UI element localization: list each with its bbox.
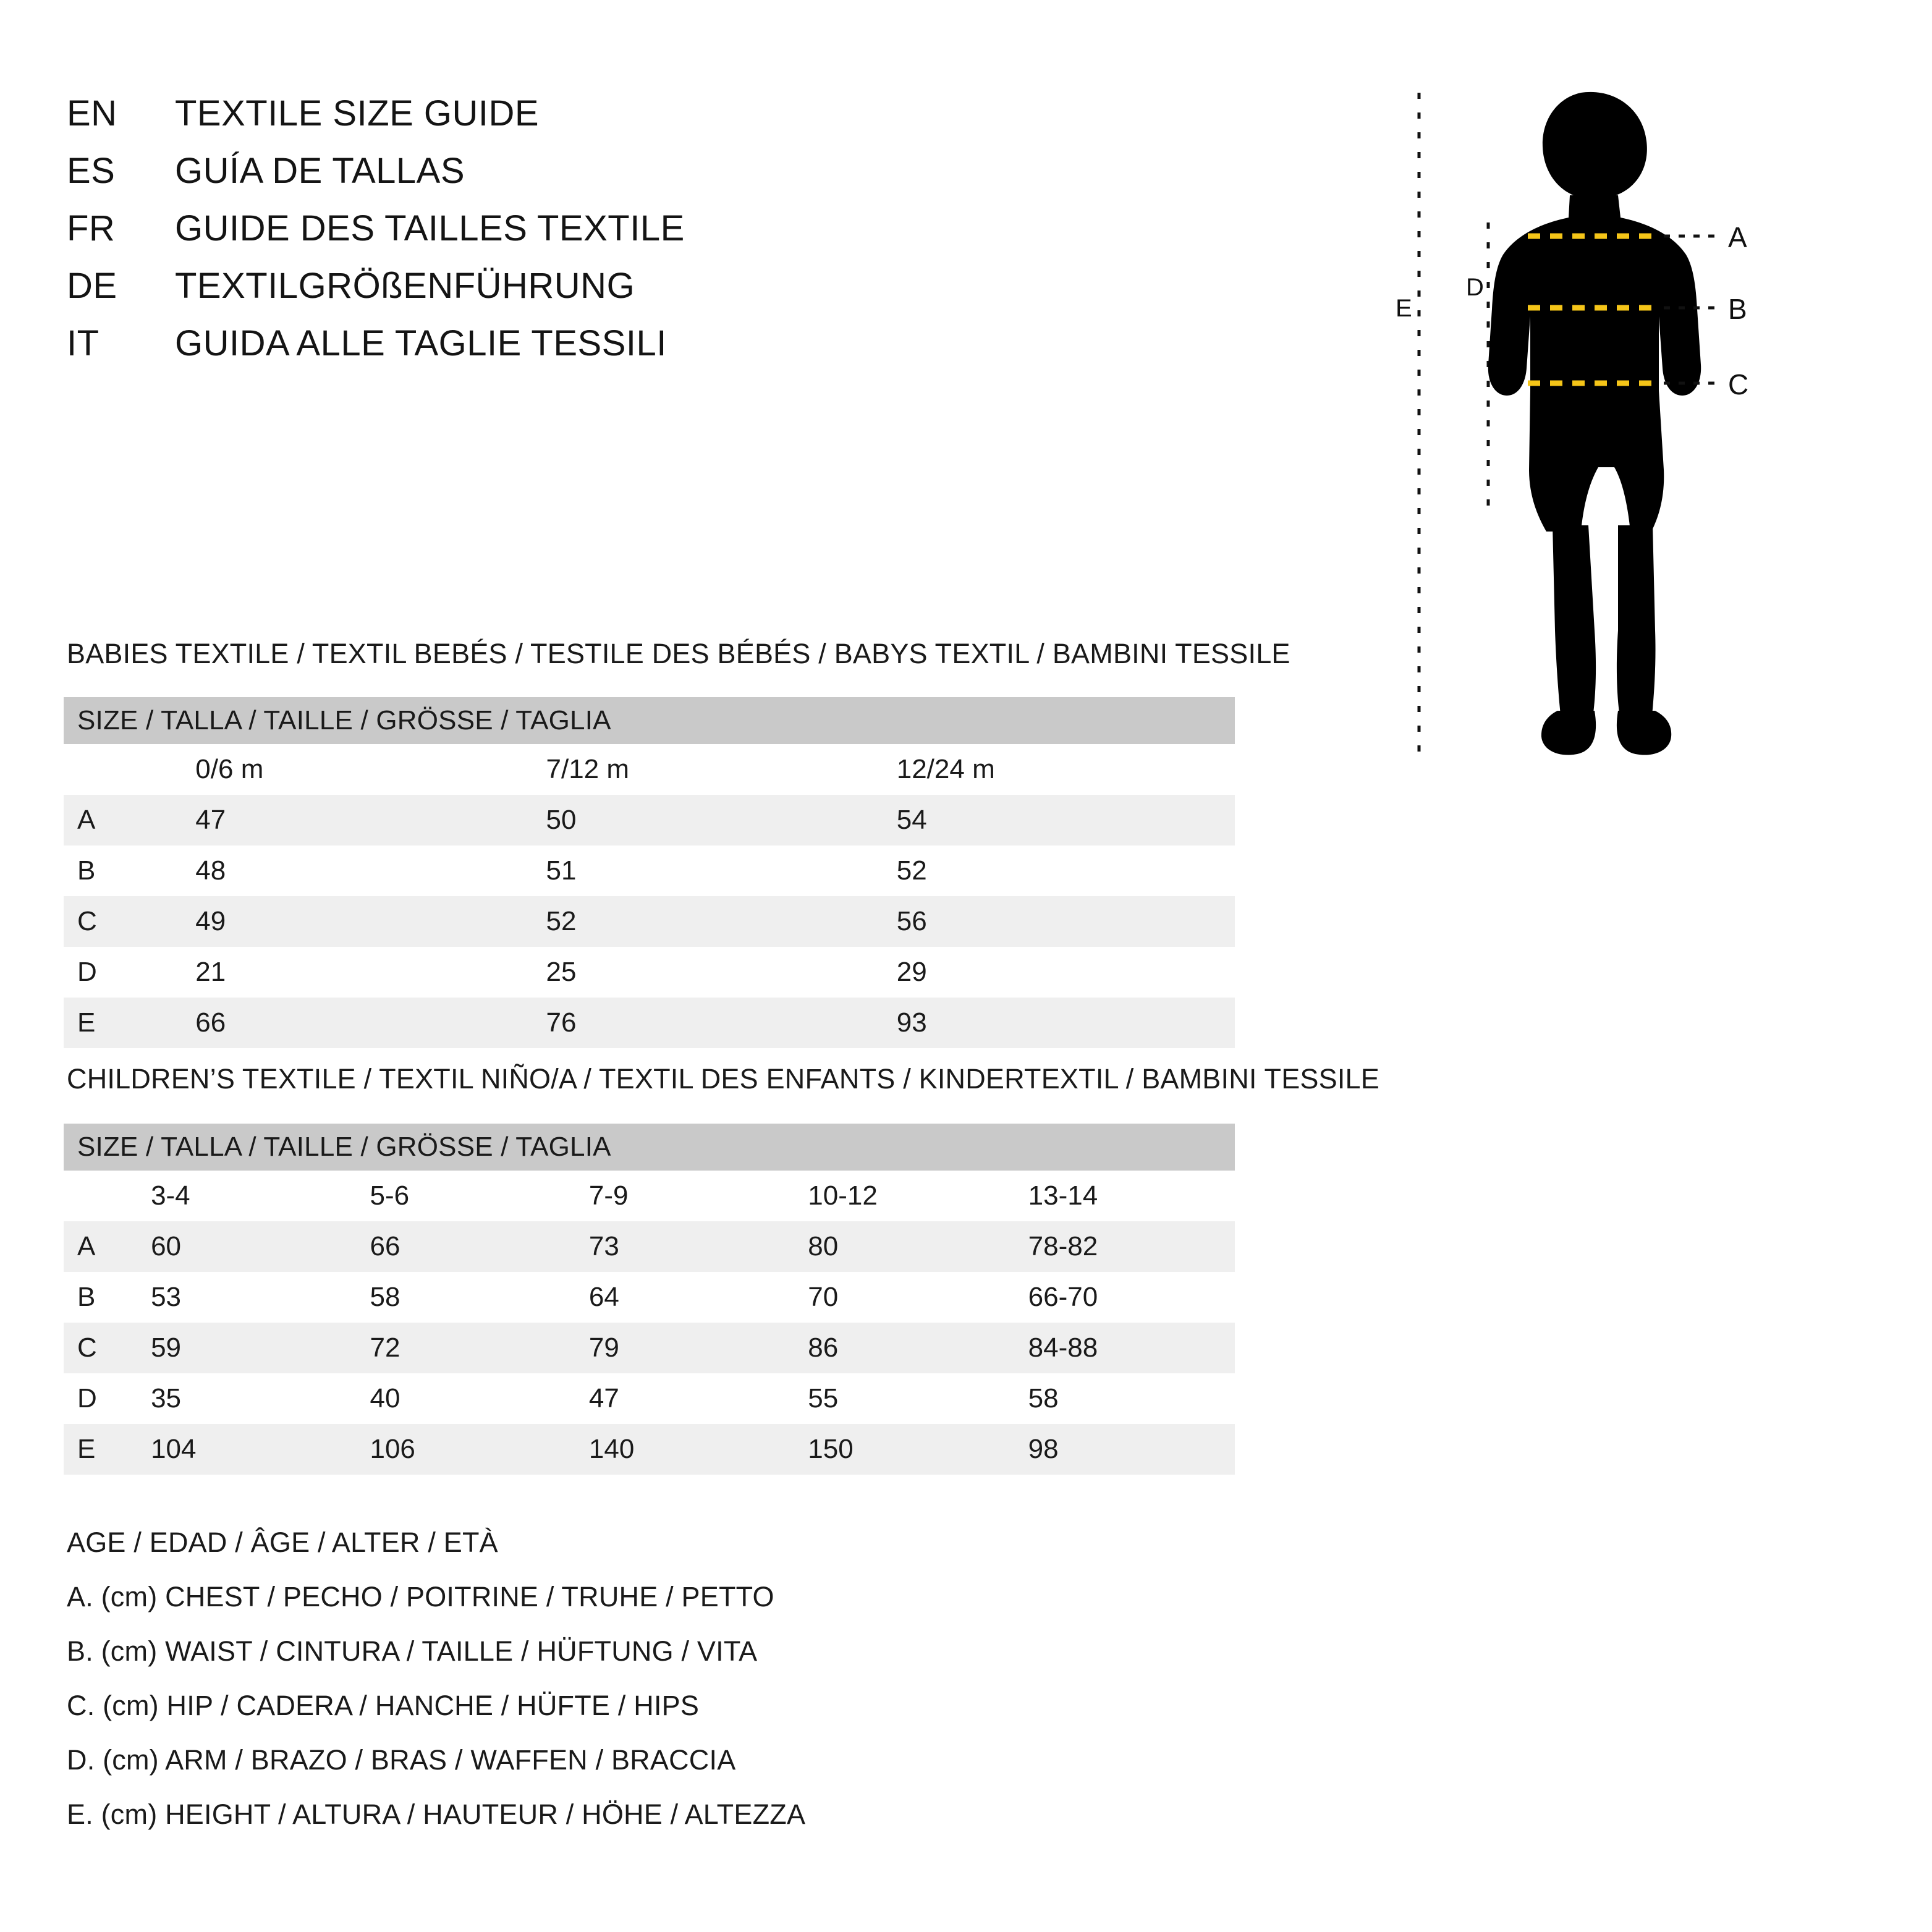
- column-header: 7/12 m: [534, 744, 884, 795]
- row-label: A: [64, 1221, 138, 1272]
- row-label: E: [64, 1424, 138, 1475]
- language-title: GUIDA ALLE TAGLIE TESSILI: [175, 323, 667, 363]
- table-row: [64, 998, 1235, 1048]
- language-title: GUIDE DES TAILLES TEXTILE: [175, 208, 685, 248]
- cell-value: 52: [534, 896, 884, 947]
- cell-value: 86: [795, 1323, 1015, 1373]
- children-size-table: [64, 1124, 1235, 1475]
- cell-value: 40: [357, 1373, 576, 1424]
- cell-value: 53: [138, 1272, 357, 1323]
- legend-line: A. (cm) CHEST / PECHO / POITRINE / TRUHE / PETTO: [67, 1581, 774, 1612]
- cell-value: 106: [357, 1424, 576, 1475]
- language-code: DE: [67, 266, 117, 306]
- row-label: B: [64, 845, 183, 896]
- row-label: B: [64, 1272, 138, 1323]
- cell-value: 98: [1016, 1424, 1235, 1475]
- row-label: C: [64, 896, 183, 947]
- column-header: 7-9: [577, 1171, 795, 1221]
- cell-value: 93: [884, 998, 1235, 1048]
- table-column-header-row: [64, 744, 1235, 795]
- table-row: [64, 795, 1235, 845]
- column-header: 10-12: [795, 1171, 1015, 1221]
- cell-value: 52: [884, 845, 1235, 896]
- cell-value: 66-70: [1016, 1272, 1235, 1323]
- language-code: IT: [67, 323, 100, 363]
- cell-value: 66: [183, 998, 533, 1048]
- babies-size-table: [64, 697, 1235, 1048]
- cell-value: 51: [534, 845, 884, 896]
- body-measurement-figure: [1384, 74, 1866, 779]
- language-code: FR: [67, 208, 116, 248]
- column-header: 3-4: [138, 1171, 357, 1221]
- row-label: C: [64, 1323, 138, 1373]
- row-label: D: [64, 1373, 138, 1424]
- cell-value: 70: [795, 1272, 1015, 1323]
- cell-value: 72: [357, 1323, 576, 1373]
- legend-line: E. (cm) HEIGHT / ALTURA / HAUTEUR / HÖHE / ALTEZZA: [67, 1799, 806, 1830]
- babies-section-title: BABIES TEXTILE / TEXTIL BEBÉS / TESTILE DES BÉBÉS / BABYS TEXTIL / BAMBINI TESSILE: [67, 638, 1290, 669]
- cell-value: 47: [577, 1373, 795, 1424]
- table-column-header-row: [64, 1171, 1235, 1221]
- column-header: 13-14: [1016, 1171, 1235, 1221]
- child-silhouette-svg: [1384, 74, 1866, 779]
- column-header: 12/24 m: [884, 744, 1235, 795]
- row-label: D: [64, 947, 183, 998]
- table-row: [64, 1221, 1235, 1272]
- legend-line: AGE / EDAD / ÂGE / ALTER / ETÀ: [67, 1527, 498, 1558]
- marker-label-d: D: [1466, 274, 1484, 301]
- cell-value: 59: [138, 1323, 357, 1373]
- table-row: [64, 1323, 1235, 1373]
- silhouette-body: [1488, 92, 1701, 755]
- cell-value: 29: [884, 947, 1235, 998]
- table-header-row: [64, 1124, 1235, 1171]
- language-title: TEXTILE SIZE GUIDE: [175, 93, 540, 133]
- cell-value: 78-82: [1016, 1221, 1235, 1272]
- cell-value: 66: [357, 1221, 576, 1272]
- cell-value: 64: [577, 1272, 795, 1323]
- measurement-legend: [67, 1527, 1179, 1853]
- language-code: EN: [67, 93, 117, 133]
- children-table-header: SIZE / TALLA / TAILLE / GRÖSSE / TAGLIA: [64, 1124, 1235, 1171]
- cell-value: 76: [534, 998, 884, 1048]
- table-row: [64, 1373, 1235, 1424]
- cell-value: 50: [534, 795, 884, 845]
- cell-value: 47: [183, 795, 533, 845]
- corner-cell: [64, 1171, 138, 1221]
- marker-label-b: B: [1728, 293, 1747, 325]
- column-header: 0/6 m: [183, 744, 533, 795]
- table-row: [64, 947, 1235, 998]
- legend-line: D. (cm) ARM / BRAZO / BRAS / WAFFEN / BRACCIA: [67, 1744, 736, 1776]
- cell-value: 35: [138, 1373, 357, 1424]
- cell-value: 48: [183, 845, 533, 896]
- table-row: [64, 896, 1235, 947]
- cell-value: 84-88: [1016, 1323, 1235, 1373]
- language-row: [67, 150, 932, 192]
- marker-label-c: C: [1728, 368, 1749, 400]
- cell-value: 80: [795, 1221, 1015, 1272]
- corner-cell: [64, 744, 183, 795]
- language-title: GUÍA DE TALLAS: [175, 151, 465, 191]
- children-section-title: CHILDREN’S TEXTILE / TEXTIL NIÑO/A / TEXTIL DES ENFANTS / KINDERTEXTIL / BAMBINI TESSILE: [67, 1063, 1379, 1095]
- cell-value: 21: [183, 947, 533, 998]
- cell-value: 56: [884, 896, 1235, 947]
- language-code: ES: [67, 151, 116, 191]
- legend-line: C. (cm) HIP / CADERA / HANCHE / HÜFTE / HIPS: [67, 1690, 700, 1721]
- legend-line: B. (cm) WAIST / CINTURA / TAILLE / HÜFTUNG / VITA: [67, 1635, 758, 1667]
- cell-value: 58: [357, 1272, 576, 1323]
- table-header-row: [64, 697, 1235, 744]
- cell-value: 79: [577, 1323, 795, 1373]
- cell-value: 49: [183, 896, 533, 947]
- marker-label-a: A: [1728, 221, 1747, 253]
- cell-value: 54: [884, 795, 1235, 845]
- cell-value: 55: [795, 1373, 1015, 1424]
- language-title-list: [67, 93, 932, 380]
- table-row: [64, 1272, 1235, 1323]
- language-row: [67, 265, 932, 307]
- table-row: [64, 845, 1235, 896]
- language-title: TEXTILGRÖßENFÜHRUNG: [175, 266, 635, 306]
- cell-value: 150: [795, 1424, 1015, 1475]
- language-row: [67, 208, 932, 249]
- row-label: A: [64, 795, 183, 845]
- babies-table-header: SIZE / TALLA / TAILLE / GRÖSSE / TAGLIA: [64, 697, 1235, 744]
- language-row: [67, 93, 932, 134]
- column-header: 5-6: [357, 1171, 576, 1221]
- marker-label-e: E: [1396, 295, 1412, 322]
- cell-value: 104: [138, 1424, 357, 1475]
- cell-value: 25: [534, 947, 884, 998]
- cell-value: 58: [1016, 1373, 1235, 1424]
- table-row: [64, 1424, 1235, 1475]
- cell-value: 60: [138, 1221, 357, 1272]
- cell-value: 73: [577, 1221, 795, 1272]
- cell-value: 140: [577, 1424, 795, 1475]
- row-label: E: [64, 998, 183, 1048]
- language-row: [67, 323, 932, 364]
